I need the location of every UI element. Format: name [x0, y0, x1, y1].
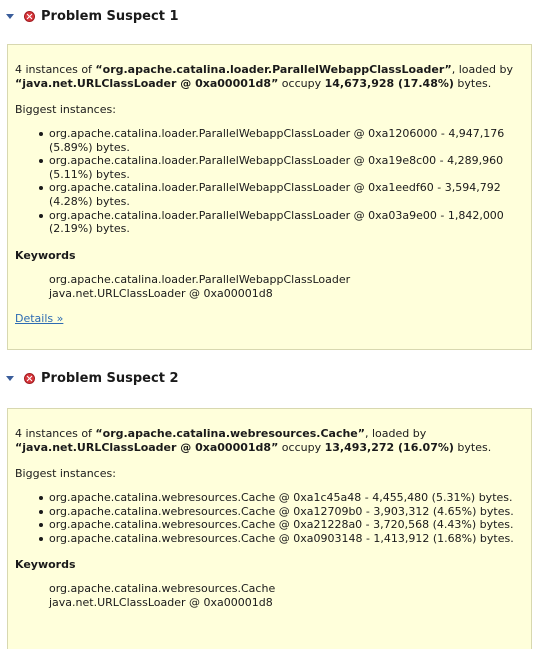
instance-item: org.apache.catalina.loader.ParallelWebappClassLoader @ 0xa1eedf60 - 3,594,792 (4.28%) bytes.: [35, 181, 524, 208]
chevron-down-icon[interactable]: [6, 376, 14, 381]
suspect-1-header[interactable]: [0, 5, 557, 27]
instance-item: org.apache.catalina.webresources.Cache @ 0xa21228a0 - 3,720,568 (4.43%) bytes.: [35, 518, 524, 532]
suspect-2-header[interactable]: [0, 367, 557, 389]
suspect-1-summary: [15, 45, 524, 91]
keywords-label: Keywords: [15, 248, 76, 262]
instance-list: [15, 491, 524, 545]
instance-item: org.apache.catalina.loader.ParallelWebappClassLoader @ 0xa1206000 - 4,947,176 (5.89%) bytes.: [35, 127, 524, 154]
keyword-item: java.net.URLClassLoader @ 0xa00001d8: [49, 596, 273, 610]
suspect-2-title: Problem Suspect 2: [41, 370, 179, 386]
keyword-list: [15, 582, 524, 610]
instance-item: org.apache.catalina.loader.ParallelWebappClassLoader @ 0xa19e8c00 - 4,289,960 (5.11%) bytes.: [35, 154, 524, 181]
suspect-2-panel: [7, 408, 532, 649]
keyword-list: [15, 273, 524, 301]
keywords-label: Keywords: [15, 558, 76, 572]
keyword-item: org.apache.catalina.loader.ParallelWebappClassLoader: [49, 272, 351, 286]
summary-text: bytes.: [453, 441, 492, 454]
suspect-class-name: “org.apache.catalina.loader.ParallelWebappClassLoader”: [95, 63, 452, 76]
suspect-size: 14,673,928 (17.48%): [324, 77, 454, 90]
summary-text: bytes.: [453, 77, 492, 90]
keyword-item: org.apache.catalina.webresources.Cache: [49, 582, 276, 596]
suspect-class-name: “org.apache.catalina.webresources.Cache”: [95, 427, 365, 440]
suspect-2-summary: [15, 409, 524, 455]
summary-text: , loaded by: [364, 427, 427, 440]
details-link[interactable]: Details »: [15, 311, 64, 325]
instance-item: org.apache.catalina.webresources.Cache @ 0xa12709b0 - 3,903,312 (4.65%) bytes.: [35, 505, 524, 519]
summary-text: occupy: [278, 441, 325, 454]
instance-list: [15, 127, 524, 236]
error-icon: [24, 11, 35, 22]
instance-item: org.apache.catalina.webresources.Cache @ 0xa1c45a48 - 4,455,480 (5.31%) bytes.: [35, 491, 524, 505]
suspect-1-panel: [7, 44, 532, 350]
keyword-item: java.net.URLClassLoader @ 0xa00001d8: [49, 286, 273, 300]
suspect-loader: “java.net.URLClassLoader @ 0xa00001d8”: [15, 77, 279, 90]
summary-text: 4 instances of: [15, 427, 96, 440]
summary-text: , loaded by: [451, 63, 513, 76]
biggest-instances-label: Biggest instances:: [15, 103, 116, 116]
instance-item: org.apache.catalina.webresources.Cache @ 0xa0903148 - 1,413,912 (1.68%) bytes.: [35, 532, 524, 546]
chevron-down-icon[interactable]: [6, 14, 14, 19]
instance-item: org.apache.catalina.loader.ParallelWebappClassLoader @ 0xa03a9e00 - 1,842,000 (2.19%) bytes.: [35, 209, 524, 236]
suspect-1-title: Problem Suspect 1: [41, 8, 179, 24]
suspect-loader: “java.net.URLClassLoader @ 0xa00001d8”: [15, 441, 279, 454]
summary-text: 4 instances of: [15, 63, 96, 76]
suspect-size: 13,493,272 (16.07%): [324, 441, 454, 454]
biggest-instances-label: Biggest instances:: [15, 467, 116, 480]
error-icon: [24, 373, 35, 384]
summary-text: occupy: [278, 77, 325, 90]
